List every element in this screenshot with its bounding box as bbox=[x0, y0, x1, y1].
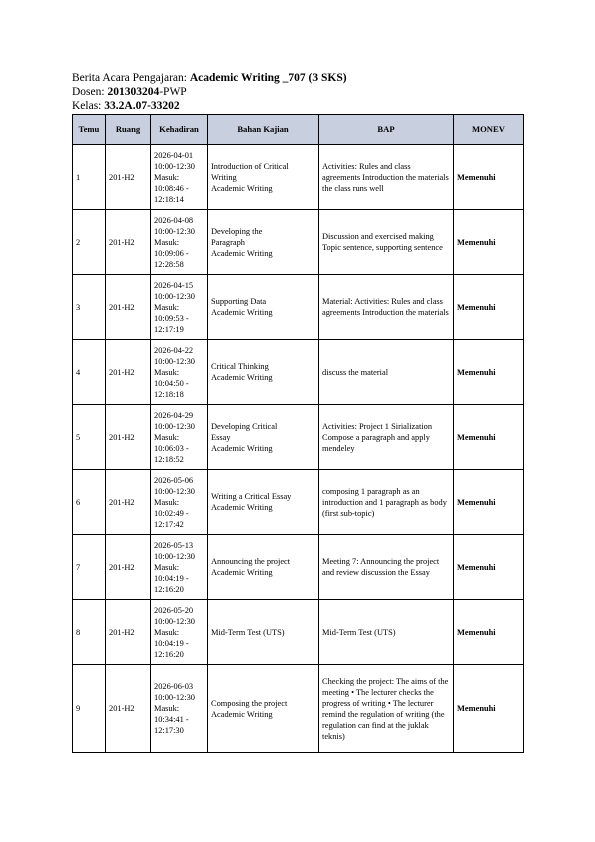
cell-kehadiran bbox=[151, 405, 208, 470]
col-header-ruang: Ruang bbox=[106, 115, 151, 145]
kehadiran-line: 2026-05-20 bbox=[154, 605, 194, 615]
kehadiran-line: 2026-05-06 bbox=[154, 475, 194, 485]
cell-bap: Material: Activities: Rules and class agreements Introduction the materials bbox=[319, 275, 454, 340]
cell-bahan-kajian bbox=[208, 145, 319, 210]
cell-temu: 7 bbox=[73, 535, 106, 600]
kehadiran-line: Masuk: bbox=[154, 562, 180, 572]
bahan-line: Mid-Term Test (UTS) bbox=[211, 627, 285, 637]
cell-bap: Checking the project: The aims of the meeting • The lecturer checks the progress of writing • The lecturer remind the regulation of writing (the regulation can find at the juklak teknis) bbox=[319, 665, 454, 753]
bahan-line: Academic Writing bbox=[211, 373, 273, 382]
kehadiran-line: 10:00-12:30 bbox=[154, 421, 195, 431]
bahan-line: Developing Critical bbox=[211, 421, 278, 431]
kehadiran-line: 2026-04-22 bbox=[154, 345, 194, 355]
table-row bbox=[73, 535, 524, 600]
cell-ruang: 201-H2 bbox=[106, 145, 151, 210]
bahan-line: Supporting Data bbox=[211, 297, 267, 306]
table-row bbox=[73, 210, 524, 275]
table-row bbox=[73, 145, 524, 210]
cell-kehadiran bbox=[151, 145, 208, 210]
cell-ruang: 201-H2 bbox=[106, 275, 151, 340]
cell-monev: Memenuhi bbox=[454, 210, 524, 275]
class-label: Kelas: bbox=[72, 100, 105, 112]
bahan-line: Critical Thinking bbox=[211, 362, 269, 371]
kehadiran-line: 10:02:49 - bbox=[154, 508, 189, 518]
cell-bap: composing 1 paragraph as an introduction and 1 paragraph as body (first sub-topic) bbox=[319, 470, 454, 535]
table-row bbox=[73, 405, 524, 470]
bahan-line: Academic Writing bbox=[211, 503, 273, 512]
class-code: 33.2A.07-33202 bbox=[104, 100, 180, 112]
cell-temu: 1 bbox=[73, 145, 106, 210]
kehadiran-line: Masuk: bbox=[154, 172, 180, 182]
kehadiran-line: 12:16:20 bbox=[154, 649, 184, 659]
cell-temu: 8 bbox=[73, 600, 106, 665]
kehadiran-line: 10:00-12:30 bbox=[154, 616, 195, 626]
cell-monev: Memenuhi bbox=[454, 470, 524, 535]
bahan-line: Academic Writing bbox=[211, 709, 273, 719]
kehadiran-line: Masuk: bbox=[154, 432, 180, 442]
cell-bahan-kajian bbox=[208, 405, 319, 470]
table-row bbox=[73, 340, 524, 405]
bahan-line: Academic Writing bbox=[211, 443, 273, 453]
kehadiran-line: 12:18:18 bbox=[154, 389, 184, 399]
kehadiran-line: 12:18:14 bbox=[154, 194, 184, 204]
document-header bbox=[72, 71, 347, 113]
cell-bahan-kajian bbox=[208, 665, 319, 753]
cell-kehadiran bbox=[151, 600, 208, 665]
cell-monev: Memenuhi bbox=[454, 145, 524, 210]
cell-bap: discuss the material bbox=[319, 340, 454, 405]
kehadiran-line: 12:17:30 bbox=[154, 726, 184, 735]
kehadiran-line: 2026-06-03 bbox=[154, 682, 194, 691]
kehadiran-line: Masuk: bbox=[154, 627, 180, 637]
kehadiran-line: 10:00-12:30 bbox=[154, 486, 195, 496]
bahan-line: Paragraph bbox=[211, 237, 245, 247]
lecturer-line bbox=[72, 85, 347, 99]
cell-bahan-kajian bbox=[208, 210, 319, 275]
cell-bahan-kajian bbox=[208, 535, 319, 600]
kehadiran-line: 10:00-12:30 bbox=[154, 551, 195, 561]
lecturer-label: Dosen: bbox=[72, 86, 108, 98]
kehadiran-line: 10:04:19 - bbox=[154, 573, 189, 583]
kehadiran-line: 12:16:20 bbox=[154, 584, 184, 594]
cell-kehadiran bbox=[151, 210, 208, 275]
kehadiran-line: Masuk: bbox=[154, 497, 180, 507]
cell-monev: Memenuhi bbox=[454, 405, 524, 470]
kehadiran-line: 12:17:19 bbox=[154, 324, 184, 334]
lecturer-id: 201303204 bbox=[107, 86, 160, 98]
kehadiran-line: 2026-04-15 bbox=[154, 280, 194, 290]
cell-monev: Memenuhi bbox=[454, 340, 524, 405]
bahan-line: Composing the project bbox=[211, 698, 288, 708]
bahan-line: Writing bbox=[211, 172, 237, 182]
cell-ruang: 201-H2 bbox=[106, 210, 151, 275]
kehadiran-line: Masuk: bbox=[154, 704, 180, 713]
cell-ruang: 201-H2 bbox=[106, 405, 151, 470]
kehadiran-line: 12:18:52 bbox=[154, 454, 184, 464]
bahan-line: Academic Writing bbox=[211, 183, 273, 193]
cell-ruang: 201-H2 bbox=[106, 600, 151, 665]
cell-bap: Discussion and exercised making Topic sentence, supporting sentence bbox=[319, 210, 454, 275]
lecturer-code: -PWP bbox=[159, 86, 187, 98]
cell-ruang: 201-H2 bbox=[106, 340, 151, 405]
table-row bbox=[73, 600, 524, 665]
kehadiran-line: 10:34:41 - bbox=[154, 715, 189, 724]
cell-kehadiran bbox=[151, 340, 208, 405]
course-name: Academic Writing _707 (3 SKS) bbox=[189, 72, 347, 84]
cell-kehadiran bbox=[151, 275, 208, 340]
bahan-line: Announcing the project bbox=[211, 557, 291, 566]
cell-bap: Mid-Term Test (UTS) bbox=[319, 600, 454, 665]
cell-bap: Meeting 7: Announcing the project and review discussion the Essay bbox=[319, 535, 454, 600]
table-body bbox=[73, 145, 524, 753]
cell-temu: 4 bbox=[73, 340, 106, 405]
kehadiran-line: 10:04:19 - bbox=[154, 638, 189, 648]
cell-bap: Activities: Project 1 Sirialization Compose a paragraph and apply mendeley bbox=[319, 405, 454, 470]
cell-monev: Memenuhi bbox=[454, 665, 524, 753]
cell-ruang: 201-H2 bbox=[106, 470, 151, 535]
course-label: Berita Acara Pengajaran: bbox=[72, 72, 190, 84]
kehadiran-line: 12:17:42 bbox=[154, 519, 184, 529]
table-row bbox=[73, 275, 524, 340]
cell-ruang: 201-H2 bbox=[106, 665, 151, 753]
kehadiran-line: 10:06:03 - bbox=[154, 443, 189, 453]
col-header-bahan-kajian: Bahan Kajian bbox=[208, 115, 319, 145]
kehadiran-line: 2026-04-08 bbox=[154, 215, 194, 225]
cell-monev: Memenuhi bbox=[454, 535, 524, 600]
cell-ruang: 201-H2 bbox=[106, 535, 151, 600]
cell-temu: 9 bbox=[73, 665, 106, 753]
cell-temu: 3 bbox=[73, 275, 106, 340]
cell-bap: Activities: Rules and class agreements Introduction the materials the class runs well bbox=[319, 145, 454, 210]
bahan-line: Introduction of Critical bbox=[211, 161, 289, 171]
cell-bahan-kajian bbox=[208, 340, 319, 405]
kehadiran-line: Masuk: bbox=[154, 237, 180, 247]
col-header-temu: Temu bbox=[73, 115, 106, 145]
kehadiran-line: 10:08:46 - bbox=[154, 183, 189, 193]
cell-temu: 6 bbox=[73, 470, 106, 535]
kehadiran-line: Masuk: bbox=[154, 367, 180, 377]
cell-bahan-kajian bbox=[208, 470, 319, 535]
cell-kehadiran bbox=[151, 470, 208, 535]
bahan-line: Academic Writing bbox=[211, 248, 273, 258]
kehadiran-line: 10:00-12:30 bbox=[154, 291, 195, 301]
kehadiran-line: Masuk: bbox=[154, 302, 180, 312]
kehadiran-line: 10:00-12:30 bbox=[154, 161, 195, 171]
cell-bahan-kajian bbox=[208, 275, 319, 340]
kehadiran-line: 12:28:58 bbox=[154, 259, 184, 269]
class-line bbox=[72, 99, 347, 113]
table-header-row bbox=[73, 115, 524, 145]
cell-kehadiran bbox=[151, 665, 208, 753]
kehadiran-line: 2026-04-01 bbox=[154, 150, 194, 160]
bahan-line: Developing the bbox=[211, 226, 263, 236]
kehadiran-line: 10:09:06 - bbox=[154, 248, 189, 258]
cell-monev: Memenuhi bbox=[454, 275, 524, 340]
kehadiran-line: 10:00-12:30 bbox=[154, 226, 195, 236]
kehadiran-line: 10:00-12:30 bbox=[154, 693, 195, 702]
bahan-line: Writing a Critical Essay bbox=[211, 492, 292, 501]
kehadiran-line: 10:00-12:30 bbox=[154, 356, 195, 366]
col-header-bap: BAP bbox=[319, 115, 454, 145]
kehadiran-line: 10:09:53 - bbox=[154, 313, 189, 323]
kehadiran-line: 10:04:50 - bbox=[154, 378, 189, 388]
bahan-line: Academic Writing bbox=[211, 308, 273, 317]
teaching-report-table bbox=[72, 114, 524, 753]
cell-bahan-kajian bbox=[208, 600, 319, 665]
bahan-line: Essay bbox=[211, 432, 231, 442]
table-row bbox=[73, 665, 524, 753]
col-header-monev: MONEV bbox=[454, 115, 524, 145]
kehadiran-line: 2026-05-13 bbox=[154, 540, 194, 550]
cell-monev: Memenuhi bbox=[454, 600, 524, 665]
bahan-line: Academic Writing bbox=[211, 568, 273, 577]
cell-kehadiran bbox=[151, 535, 208, 600]
kehadiran-line: 2026-04-29 bbox=[154, 410, 194, 420]
cell-temu: 2 bbox=[73, 210, 106, 275]
cell-temu: 5 bbox=[73, 405, 106, 470]
col-header-kehadiran: Kehadiran bbox=[151, 115, 208, 145]
course-line bbox=[72, 71, 347, 85]
table-row bbox=[73, 470, 524, 535]
